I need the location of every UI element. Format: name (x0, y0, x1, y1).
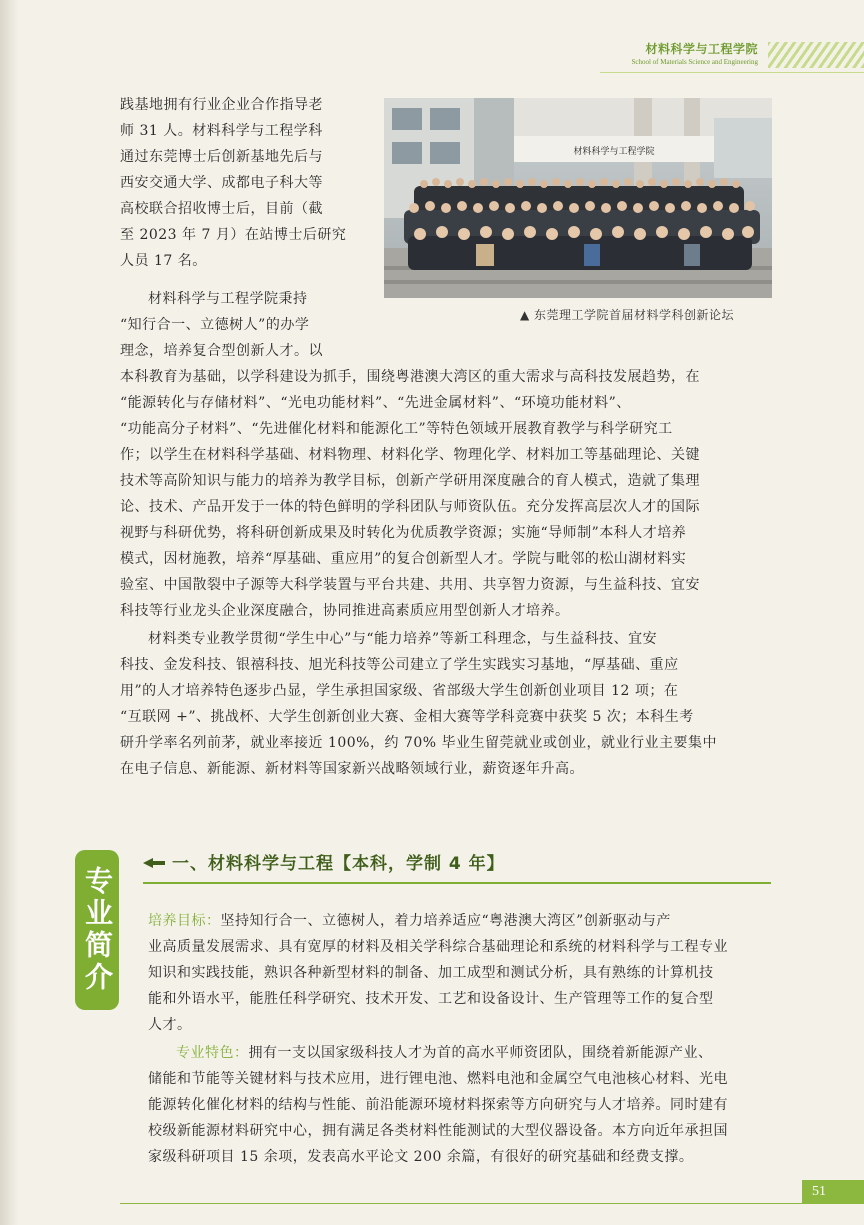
photo-caption: ▲ 东莞理工学院首届材料学科创新论坛 (520, 308, 735, 322)
building-sign-text: 材料科学与工程学院 (573, 147, 655, 157)
page-number: 51 (802, 1180, 864, 1204)
para2-line: 本科教育为基础，以学科建设为抓手，围绕粤港澳大湾区的重大需求与高科技发展趋势，在 (120, 369, 700, 385)
section-arrow-icon (143, 858, 165, 868)
paragraph-2-full (120, 364, 772, 624)
page-gutter-shadow (0, 0, 18, 1225)
para3-line: 材料类专业教学贯彻“学生中心”与“能力培养”等新工科理念，与生益科技、宜安 (148, 631, 658, 647)
group-photo-illustration (384, 98, 772, 298)
header-stripes-decoration (768, 42, 864, 68)
intro-line: 践基地拥有行业企业合作指导老 (120, 97, 323, 113)
training-goal-paragraph (148, 908, 772, 934)
goal-line: 能和外语水平，能胜任科学研究、技术开发、工艺和设备设计、生产管理等工作的复合型 (148, 991, 714, 1007)
intro-line: 人员 17 名。 (120, 253, 207, 269)
goal-line: 业高质量发展需求、具有宽厚的材料及相关学科综合基础理论和系统的材料科学与工程专业 (148, 939, 728, 955)
feature-line: 校级新能源材料研究中心，拥有满足各类材料性能测试的大型仪器设备。本方向近年承担国 (148, 1123, 728, 1139)
goal-line: 人才。 (148, 1017, 192, 1033)
para3-line: 用”的人才培养特色逐步凸显，学生承担国家级、省部级大学生创新创业项目 12 项；在 (120, 683, 679, 699)
para2-line: 作；以学生在材料科学基础、材料物理、材料化学、物理化学、材料加工等基础理论、关键 (120, 447, 700, 463)
feature-label: 专业特色： (176, 1045, 249, 1061)
major-feature-cont (148, 1066, 772, 1170)
major-feature-paragraph (176, 1040, 772, 1066)
intro-line: 高校联合招收博士后，目前（截 (120, 201, 323, 217)
para2-line: 视野与科研优势，将科研创新成果及时转化为优质教学资源；实施“导师制”本科人才培养 (120, 525, 687, 541)
para3-line: 科技、金发科技、银禧科技、旭光科技等公司建立了学生实践实习基地，“厚基础、重应 (120, 657, 679, 673)
para3-line: 研升学率名列前茅，就业率接近 100%，约 70% 毕业生留莞就业或创业，就业行业主要集中 (120, 735, 717, 751)
header-school-en: School of Materials Science and Engineering (631, 58, 758, 66)
forum-group-photo (384, 98, 772, 298)
para2-line: 理念，培养复合型创新人才。以 (120, 343, 323, 359)
training-goal-cont (148, 934, 772, 1038)
paragraph-3 (120, 626, 772, 782)
footer-rule (120, 1203, 802, 1204)
side-tab-major-intro (75, 850, 119, 1010)
header-school-cn: 材料科学与工程学院 (645, 42, 758, 56)
intro-line: 通过东莞博士后创新基地先后与 (120, 149, 323, 165)
training-goal-first-line (148, 908, 772, 934)
para2-line: “能源转化与存储材料”、“光电功能材料”、“先进金属材料”、“环境功能材料”、 (120, 395, 631, 411)
feature-text: 拥有一支以国家级科技人才为首的高水平师资团队，围绕着新能源产业、 (248, 1045, 713, 1061)
paragraph-2-short (148, 286, 388, 312)
header-rule (600, 72, 864, 73)
feature-line: 能源转化催化材料的结构与性能、前沿能源环境材料探索等方向研究与人才培养。同时建有 (148, 1097, 728, 1113)
section-title: 一、材料科学与工程【本科，学制 4 年】 (172, 854, 505, 874)
feature-line: 家级科研项目 15 余项，发表高水平论文 200 余篇，有很好的研究基础和经费支撑。 (148, 1149, 694, 1165)
feature-line: 储能和节能等关键材料与技术应用，进行锂电池、燃料电池和金属空气电池核心材料、光电 (148, 1071, 728, 1087)
training-goal-text: 坚持知行合一、立德树人，着力培养适应“粤港澳大湾区”创新驱动与产 (220, 913, 671, 929)
para2-line: 论、技术、产品开发于一体的特色鲜明的学科团队与师资队伍。充分发挥高层次人才的国际 (120, 499, 700, 515)
para2-line: 材料科学与工程学院秉持 (148, 291, 308, 307)
para2-line: “功能高分子材料”、“先进催化材料和能源化工”等特色领域开展教育教学与科学研究工 (120, 421, 673, 437)
intro-line: 西安交通大学、成都电子科大等 (120, 175, 323, 191)
para2-line: 技术等高阶知识与能力的培养为教学目标，创新产学研用深度融合的育人模式，造就了集理 (120, 473, 700, 489)
para2-line: 验室、中国散裂中子源等大科学装置与平台共建、共用、共享智力资源，与生益科技、宜安 (120, 577, 700, 593)
para2-line: “知行合一、立德树人”的办学 (120, 317, 310, 333)
training-goal-label: 培养目标： (148, 913, 221, 929)
para3-line: “互联网 +”、挑战杯、大学生创新创业大赛、金相大赛等学科竞赛中获奖 5 次；本科生考 (120, 709, 694, 725)
para2-line: 模式，因材施教，培养“厚基础、重应用”的复合创新型人才。学院与毗邻的松山湖材料实 (120, 551, 687, 567)
intro-line: 至 2023 年 7 月）在站博士后研究 (120, 227, 347, 243)
intro-paragraph (120, 92, 382, 274)
feature-first-line (176, 1040, 772, 1066)
para2-line: 科技等行业龙头企业深度融合，协同推进高素质应用型创新人才培养。 (120, 603, 570, 619)
side-tab-label: 专业简介 (81, 866, 114, 994)
paragraph-2-short-cont (120, 312, 382, 364)
intro-line: 师 31 人。材料科学与工程学科 (120, 123, 323, 139)
section-rule (143, 882, 771, 884)
para3-line: 在电子信息、新能源、新材料等国家新兴战略领域行业，薪资逐年升高。 (120, 761, 584, 777)
goal-line: 知识和实践技能，熟识各种新型材料的制备、加工成型和测试分析，具有熟练的计算机技 (148, 965, 714, 981)
